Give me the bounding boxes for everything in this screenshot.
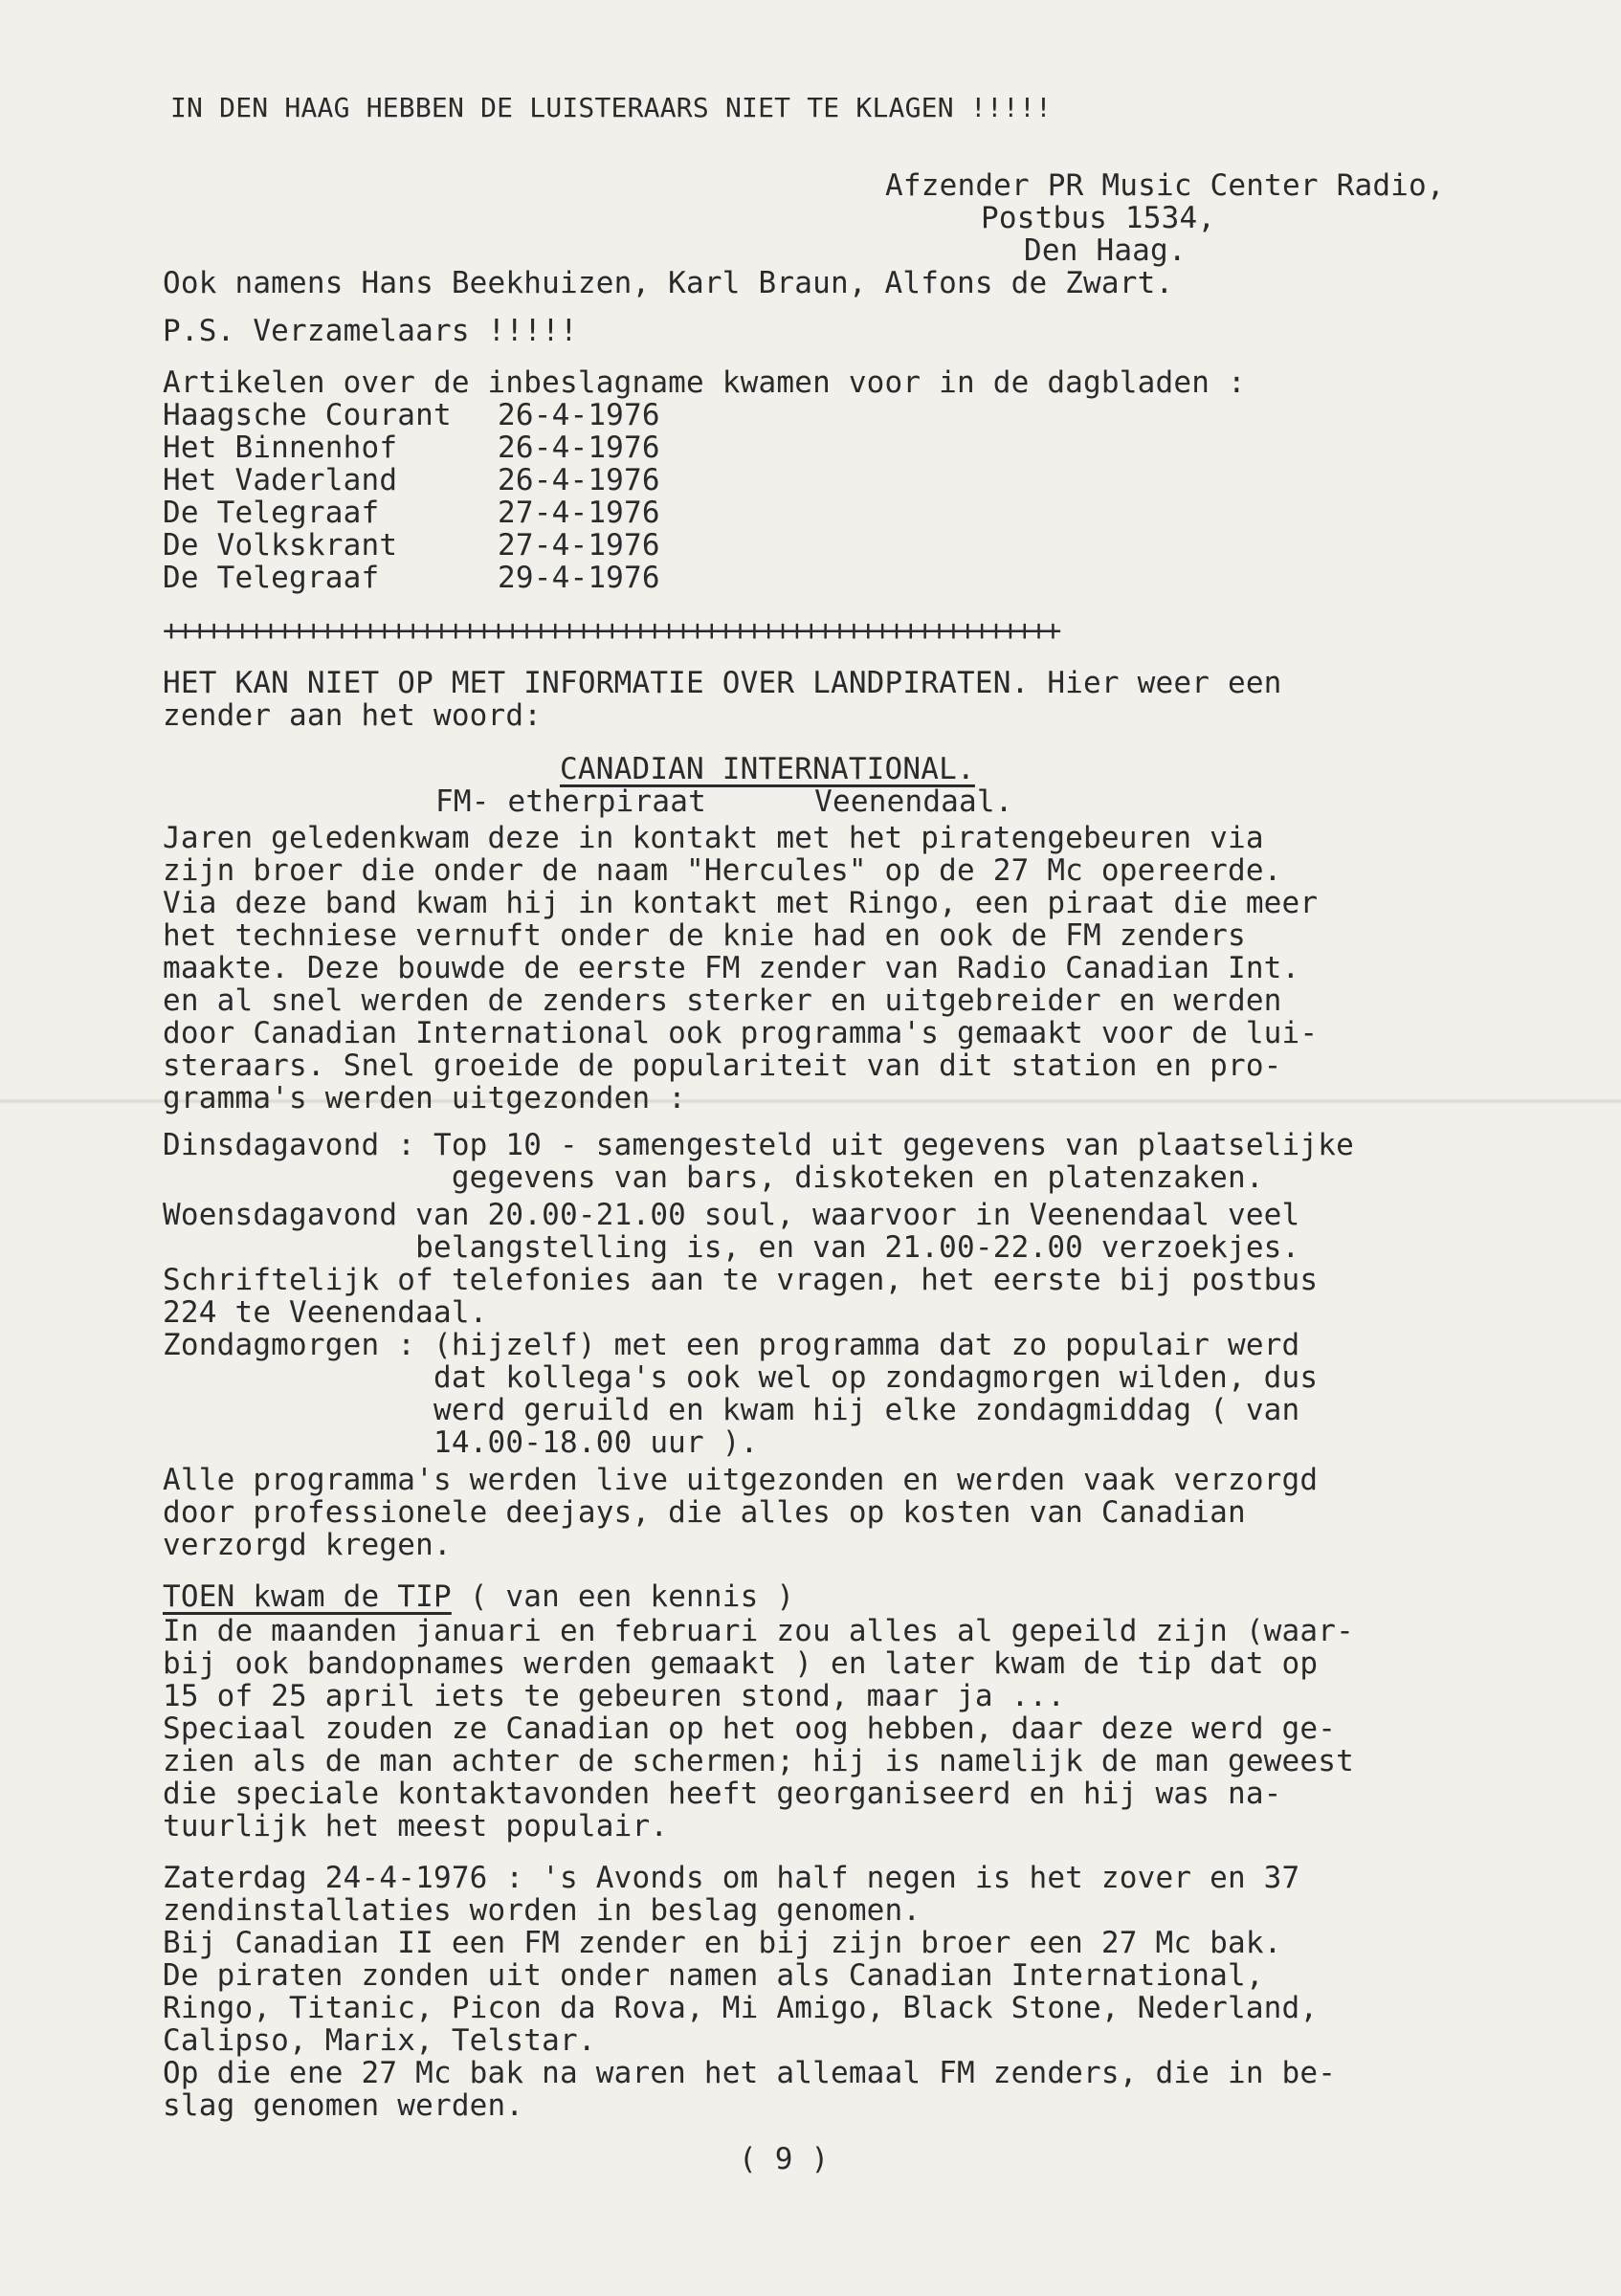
raid-line: Calipso, Marix, Telstar.	[163, 2023, 596, 2058]
newspaper-name: Het Vaderland	[163, 463, 398, 497]
body-line: gramma's werden uitgezonden :	[163, 1081, 687, 1115]
tip-line: Speciaal zouden ze Canadian op het oog hebben, daar deze werd ge-	[163, 1711, 1337, 1746]
tip-line: 15 of 25 april iets te gebeuren stond, maar ja ...	[163, 1679, 1066, 1713]
sender-line-2: Postbus 1534,	[981, 201, 1216, 235]
tip-line: In de maanden januari en februari zou alles al gepeild zijn (waar-	[163, 1614, 1354, 1648]
tip-heading-suffix: ( van een kennis )	[451, 1579, 795, 1614]
ps-heading: P.S. Verzamelaars !!!!!	[163, 314, 578, 348]
newspaper-date: 26-4-1976	[498, 463, 660, 497]
sender-line-3: Den Haag.	[1024, 233, 1187, 268]
newspaper-name: De Telegraaf	[163, 496, 380, 530]
schedule-line: Alle programma's werden live uitgezonden en werden vaak verzorgd	[163, 1463, 1319, 1497]
body-line: zijn broer die onder de naam "Hercules" op de 27 Mc opereerde.	[163, 853, 1282, 888]
newspaper-name: De Telegraaf	[163, 561, 380, 595]
schedule-line: Zondagmorgen : (hijzelf) met een programma dat zo populair werd	[163, 1328, 1300, 1362]
newspaper-date: 27-4-1976	[498, 496, 660, 530]
newspaper-name: Haagsche Courant	[163, 398, 452, 432]
article-intro-2: zender aan het woord:	[163, 698, 543, 733]
schedule-line: door professionele deejays, die alles op kosten van Canadian	[163, 1495, 1246, 1530]
body-line: en al snel werden de zenders sterker en uitgebreider en werden	[163, 983, 1282, 1018]
raid-line: zendinstallaties worden in beslag genomen.	[163, 1893, 922, 1928]
tip-line: die speciale kontaktavonden heeft georganiseerd en hij was na-	[163, 1777, 1282, 1811]
newspaper-name: Het Binnenhof	[163, 430, 398, 465]
newspaper-date: 27-4-1976	[498, 528, 660, 563]
body-line: steraars. Snel groeide de populariteit van dit station en pro-	[163, 1049, 1282, 1083]
tip-heading-line	[163, 1580, 794, 1613]
body-line: Jaren geledenkwam deze in kontakt met het piratengebeuren via	[163, 821, 1264, 855]
body-line: door Canadian International ook programma's gemaakt voor de lui-	[163, 1016, 1319, 1050]
raid-line: Op die ene 27 Mc bak na waren het allemaal FM zenders, die in be-	[163, 2056, 1337, 2090]
schedule-line: gegevens van bars, diskoteken en platenzaken.	[163, 1160, 1264, 1195]
raid-line: Ringo, Titanic, Picon da Rova, Mi Amigo, Black Stone, Nederland,	[163, 1991, 1319, 2025]
article-subtitle: FM- etherpiraat Veenendaal.	[435, 784, 1013, 819]
headline: IN DEN HAAG HEBBEN DE LUISTERAARS NIET TE KLAGEN !!!!!	[170, 92, 1053, 123]
co-authors: Ook namens Hans Beekhuizen, Karl Braun, Alfons de Zwart.	[163, 266, 1174, 300]
schedule-line: dat kollega's ook wel op zondagmorgen wilden, dus	[163, 1360, 1319, 1395]
tip-line: zien als de man achter de schermen; hij is namelijk de man geweest	[163, 1744, 1354, 1778]
schedule-line: 14.00-18.00 uur ).	[163, 1425, 759, 1460]
body-line: Via deze band kwam hij in kontakt met Ringo, een piraat die meer	[163, 886, 1319, 920]
raid-line: slag genomen werden.	[163, 2088, 524, 2123]
article-intro-1: HET KAN NIET OP MET INFORMATIE OVER LANDPIRATEN. Hier weer een	[163, 666, 1282, 700]
newspaper-date: 26-4-1976	[498, 430, 660, 465]
schedule-line: Schriftelijk of telefonies aan te vragen, het eerste bij postbus	[163, 1263, 1319, 1297]
schedule-line: verzorgd kregen.	[163, 1528, 452, 1562]
schedule-line: Dinsdagavond : Top 10 - samengesteld uit gegevens van plaatselijke	[163, 1128, 1354, 1162]
article-title: CANADIAN INTERNATIONAL.	[560, 752, 975, 786]
ps-intro: Artikelen over de inbeslagname kwamen voor in de dagbladen :	[163, 365, 1246, 400]
raid-line: Zaterdag 24-4-1976 : 's Avonds om half negen is het zover en 37	[163, 1861, 1300, 1895]
newspaper-date: 29-4-1976	[498, 561, 660, 595]
schedule-line: werd geruild en kwam hij elke zondagmiddag ( van	[163, 1393, 1300, 1427]
tip-line: bij ook bandopnames werden gemaakt ) en later kwam de tip dat op	[163, 1646, 1319, 1681]
tip-line: tuurlijk het meest populair.	[163, 1809, 669, 1843]
newspaper-date: 26-4-1976	[498, 398, 660, 432]
raid-line: De piraten zonden uit onder namen als Canadian International,	[163, 1958, 1264, 1993]
separator-line: +++++++++++++++++++++++++++++++++++++++++++++++++++++++++++++++	[163, 614, 1059, 648]
page-number: ( 9 )	[739, 2142, 830, 2176]
tip-heading: TOEN kwam de TIP	[163, 1579, 452, 1614]
schedule-line: Woensdagavond van 20.00-21.00 soul, waarvoor in Veenendaal veel	[163, 1198, 1300, 1232]
body-line: het techniese vernuft onder de knie had en ook de FM zenders	[163, 918, 1246, 953]
schedule-line: 224 te Veenendaal.	[163, 1295, 488, 1330]
raid-line: Bij Canadian II een FM zender en bij zijn broer een 27 Mc bak.	[163, 1926, 1282, 1960]
sender-line-1: Afzender PR Music Center Radio,	[885, 168, 1445, 203]
newspaper-name: De Volkskrant	[163, 528, 398, 563]
schedule-line: belangstelling is, en van 21.00-22.00 verzoekjes.	[163, 1230, 1300, 1265]
body-line: maakte. Deze bouwde de eerste FM zender van Radio Canadian Int.	[163, 951, 1300, 985]
